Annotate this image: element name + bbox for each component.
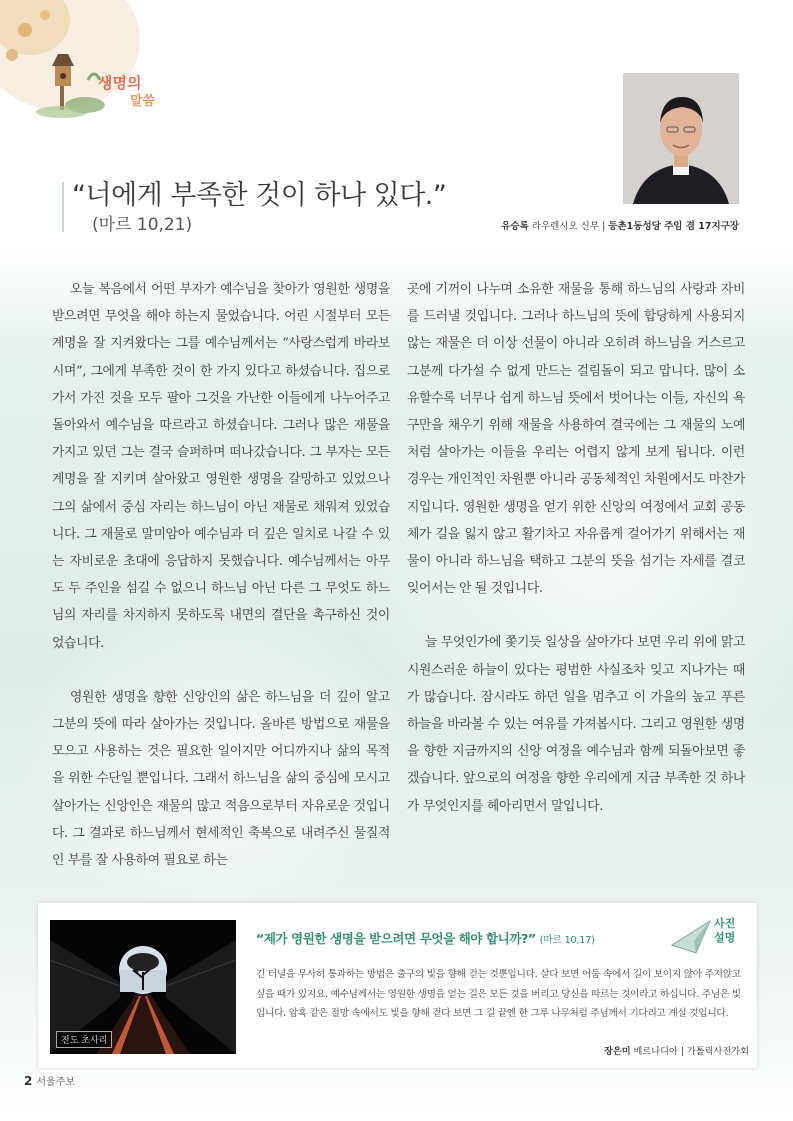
article-paragraph: 영원한 생명을 향한 신앙인의 삶은 하느님을 더 깊이 알고 그분의 뜻에 따라 살아가는 것입니다. 올바른 방법으로 재물을 모으고 사용하는 것은 필요한 일이지만 어디까지나 삶의 목적을 위한 수단일 뿐입니다. 그래서 하느님을 삶의 중심에 모시고 살아가는 신앙인은 재물의 많고 적음으로부터 자유로운 것입니다. 그 결과로 하느님께서 현세적인 축복으로 내려주신 물질적인 부를 잘 사용하여 필요로 하는 bbox=[52, 689, 390, 869]
author-name: 유승록 bbox=[501, 221, 529, 232]
author-role: 라우렌시오 신부 bbox=[531, 221, 600, 232]
headline-accent-rule bbox=[62, 182, 64, 232]
article-paragraph: 늘 무엇인가에 쫓기듯 일상을 살아가다 보면 우리 위에 맑고 시원스러운 하늘이 있다는 평범한 사실조차 잊고 지나가는 때가 많습니다. 잠시라도 하던 일을 멈추고 이 가을의 높고 푸른 하늘을 바라볼 수 있는 여유를 가져봅시다. 그리고 영원한 생명을 향한 지금까지의 신앙 여정을 예수님과 함께 되돌아보면 좋겠습니다. 앞으로의 여정을 향한 우리에게 지금 부족한 것 하나가 무엇인지를 헤아리면서 말입니다. bbox=[407, 635, 745, 814]
caption-quote-text: “제가 영원한 생명을 받으려면 무엇을 해야 합니까?” bbox=[256, 931, 536, 946]
section-label-line: 사진 bbox=[714, 917, 736, 930]
photo-location-label: 진도 초사리 bbox=[56, 1031, 112, 1048]
article-paragraph: 곳에 기꺼이 나누며 소유한 재물을 통해 하느님의 사랑과 자비를 드러낼 것입니다. 그러나 하느님의 뜻에 합당하게 사용되지 않는 재물은 더 이상 선물이 아니라 오히려 하느님을 거스르고 그분께 다가설 수 없게 만드는 걸림돌이 되고 맙니다. 많이 소유할수록 너무나 쉽게 하느님 뜻에서 벗어나는 이들, 자신의 욕구만을 채우기 위해 재물을 사용하여 결국에는 그 재물의 노예처럼 살아가는 이들을 우리는 어렵지 않게 보게 됩니다. 이런 경우는 개인적인 차원뿐 아니라 공동체적인 차원에서도 마찬가지입니다. 영원한 생명을 얻기 위한 신앙의 여정에서 교회 공동체가 길을 잃지 않고 활기차고 자유롭게 걸어가기 위해서는 재물이 아니라 하느님을 택하고 그분의 뜻을 섬기는 자세를 결코 잊어서는 안 될 것입니다. bbox=[407, 282, 745, 597]
logo-subtitle: 말씀 bbox=[130, 94, 156, 109]
photo-caption-box bbox=[38, 903, 757, 1068]
article-column-right bbox=[407, 276, 745, 820]
logo-title: 생명의 bbox=[98, 74, 142, 92]
caption-body-text: 긴 터널을 무사히 통과하는 방법은 출구의 빛을 향해 걷는 것뿐입니다. 살다 보면 어둠 속에서 길이 보이지 않아 주저앉고 싶을 때가 있지요. 예수님께서는 영원한 생명을 얻는 길은 모든 것을 버리고 당신을 따르는 것이라고 하십니다. 주님은 빛입니다. 암흑 같은 절망 속에서도 빛을 향해 걷다 보면 그 길 끝엔 한 그루 나무처럼 주님께서 기다리고 계실 것입니다. bbox=[256, 969, 741, 1019]
article-column-left bbox=[52, 276, 390, 874]
tunnel-photo bbox=[50, 920, 236, 1054]
article-paragraph: 오늘 복음에서 어떤 부자가 예수님을 찾아가 영원한 생명을 받으려면 무엇을 해야 하는지 물었습니다. 어린 시절부터 모든 계명을 잘 지켜왔다는 그를 예수님께서는 “사랑스럽게 바라보시며”, 그에게 부족한 것이 한 가지 있다고 하셨습니다. 집으로 가서 가진 것을 모두 팔아 그것을 가난한 이들에게 나누어주고 돌아와서 예수님을 따르라고 하셨습니다. 그러나 많은 재물을 가지고 있던 그는 결국 슬퍼하며 떠나갔습니다. 그 부자는 모든 계명을 잘 지키며 살아왔고 영원한 생명을 갈망하고 있었으나 그의 삶에서 중심 자리는 하느님이 아닌 재물로 채워져 있었습니다. 그 재물로 말미암아 예수님과 더 깊은 일치로 나갈 수 있는 자비로운 초대에 응답하지 못했습니다. 예수님께서는 아무도 두 주인을 섬길 수 없으니 하느님 아닌 다른 그 무엇도 하느님의 자리를 차지하지 못하도록 내면의 결단을 촉구하신 것이었습니다. bbox=[52, 282, 390, 651]
page-number: 2 bbox=[24, 1074, 33, 1088]
author-byline bbox=[501, 218, 739, 232]
publication-name: 서울주보 bbox=[36, 1077, 75, 1088]
headline-reference: (마르 10,21) bbox=[92, 215, 193, 235]
photo-description-section-label bbox=[714, 917, 735, 945]
caption-quote-reference: (마르 10,17) bbox=[539, 935, 595, 946]
photographer-role: 베르나디아 bbox=[633, 1046, 678, 1057]
page-footer bbox=[24, 1073, 75, 1088]
photographer-name: 장은미 bbox=[603, 1046, 631, 1057]
author-position: 등촌1동성당 주임 겸 17지구장 bbox=[608, 221, 739, 232]
priest-portrait-image bbox=[623, 73, 739, 204]
photo-credit bbox=[594, 1043, 749, 1057]
caption-quote bbox=[256, 929, 595, 947]
author-portrait bbox=[623, 73, 739, 204]
photographer-organization: 가톨릭사진가회 bbox=[686, 1046, 749, 1057]
section-label-line: 설명 bbox=[714, 931, 736, 944]
credit-separator: | bbox=[677, 1046, 687, 1057]
headline-quote: “너에게 부족한 것이 하나 있다.” bbox=[72, 180, 447, 211]
byline-separator: | bbox=[599, 221, 609, 232]
